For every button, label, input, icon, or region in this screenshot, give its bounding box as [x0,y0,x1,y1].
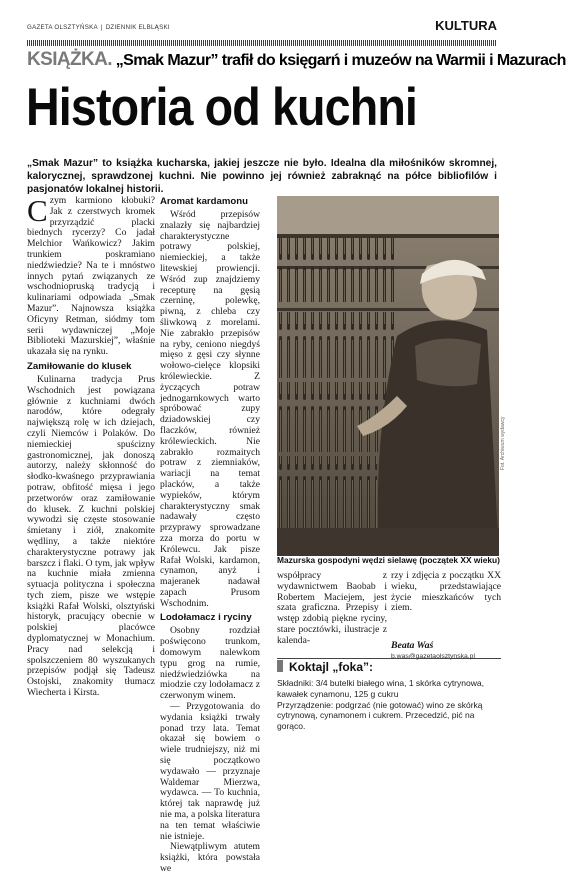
photo-credit: Fot. Archiwum wydawcy [500,416,506,470]
article-photo [277,196,499,556]
kicker-text: „Smak Mazur” trafił do księgarń i muzeów na Warmii i Mazurach [115,52,566,69]
headline: Historia od kuchni [26,78,418,137]
author-email: b.was@gazetaolsztynska.pl [391,653,475,660]
header-separator: | [100,24,103,31]
article-column-3: współpracy z wydawnictwem Baobab i Robertem Maciejem, jest szata graficzna. Przepisy i wstęp zdobią piękne ryciny, stare pocztówki, ilustracje z kalenda- [277,570,387,646]
recipe-preparation: Przyrządzenie: podgrzać (nie gotować) wino ze skórką cytrynową, cynamonem i cukrem. Przecedzić, pić na gorąco. [277,699,483,732]
body-paragraph: Osobny rozdział poświęcono trunkom, domowym nalewkom typu grog na rumie, niedźwiedziówka na miodzie czy lodołamacz z czerwonym winem. [160,625,260,702]
kicker-line [27,49,566,71]
photo-caption: Mazurska gospodyni wędzi sielawę (początek XX wieku) [277,555,500,565]
article-column-2 [160,196,260,875]
page-header [27,14,497,48]
subhead-kardamon: Aromat kardamonu [160,196,248,207]
subhead-lodolamacz: Lodołamacz i ryciny [160,612,252,624]
box-marker-icon [277,660,283,672]
recipe-box-title [277,658,501,675]
byline [391,640,501,660]
kicker-label: KSIĄŻKA. [27,49,112,70]
edition-name: DZIENNIK ELBLĄSKI [105,24,170,31]
intro-text: zym karmiono kłobuki? Jak z czerstwych kromek przyrządzić placki biednych rycerzy? Co jadał Melchior Wańkowicz? Jakim trunkiem poskramiano niedźwiedzie? Na te i mnóstwo innych pytań związanych ze wschodniopruską tradycją i kulinariami odpowiada „Smak Mazur”. Najnowsza książka Oficyny Retman, siódmy tom serii wydawniczej „Moje Biblioteki Mazurskiej”, właśnie ukazała się na rynku. [27,195,155,358]
recipe-title-text: Koktajl „foka”: [289,660,374,674]
article-column-4: rzy i zdjęcia z początku XX wieku, przedstawiające życie mieszkańców tych ziem. [391,570,501,614]
recipe-box-body [277,678,501,732]
author-name: Beata Waś [391,640,434,651]
section-label: KULTURA [428,16,497,36]
body-paragraph: Wśród przepisów znalazły się najbardziej charakterystyczne potrawy polskiej, niemieckiej, a także litewskiej prowiencji. Wśród zup znajdziemy recepturę na gęsią czerninę, polewkę, piwną, z chleba czy śliwkową z morelami. Nie zabrakło przepisów na ryby, ceniono niegdyś mięso z gęsi czy słynne wołowo-cielęce klopsiki królewieckie. Z życzących potraw jednogarnkowych warto spróbować zupy dziadowskiej czy flaczków, również królewieckich. Nie zabrakło rozmaitych potraw z ziemniaków, wariacji na temat placków, a także wypieków, którym charakterystyczny smak nadawały często przyprawy sprowadzane zza morza do portu w Królewcu. Jak pisze Rafał Wolski, kardamon, cynamon, anyż i majeranek nadawał zapach Prusom Wschodnim. [160,209,260,609]
quote-paragraph: — Przygotowania do wydania książki trwały ponad trzy lata. Temat okazał się bowiem o wiele trudniejszy, niż mi się początkowo wydawało — przyznaje Waldemar Mierzwa, wydawca. — To kuchnia, której tak naprawdę już nie ma, a polska literatura na ten temat właściwie nie istnieje. [160,701,260,842]
body-paragraph: Kulinarna tradycja Prus Wschodnich jest powiązana głównie z kuchniami dwóch narodów, które odegrały największą rolę w ich dziejach, czyli Niemców i Polaków. Do niemieckiej spuścizny gastronomicznej, jak donoszą autorzy, należy skłonność do słodko-kwaśnego przyprawiania potraw, obfitość mięsa i jego przetworów oraz zamiłowanie do klusek. Z kuchni polskiej wywodzi się częste stosowanie śmietany i ziół, znakomite wędliny, a także niektóre charakterystyczne potrawy jak barszcz i flaki. O tym, jak wpływ na kuchnie miała zmienna sytuacja polityczna i społeczna tych ziem, pisze we wstępie książki Rafał Wolski, olsztyński historyk, pracujący obecnie w polskiej placówce dyplomatycznej w Monachium. Pracy nad selekcją i spolszczeniem 80 wyszukanych przepisów podjął się Tadeusz Ostojski, znakomity tłumacz Wiecherta i Kirsta. [27,373,155,699]
smoking-fish-photo [277,196,499,556]
intro-paragraph [27,193,155,358]
lead-paragraph: „Smak Mazur” to książka kucharska, jakiej jeszcze nie było. Idealna dla miłośników skromnej, kalorycznej, sprawdzonej kuchni. Nie powinno jej również zabraknąć na półce bibliofilów i pasjonatów lokalnej historii. [27,158,497,195]
subhead-klusek: Zamiłowanie do klusek [27,360,132,372]
publication-line [27,24,170,31]
publication-name: GAZETA OLSZTYŃSKA [27,24,98,31]
body-paragraph: Niewątpliwym atutem książki, która powstała we [160,841,260,875]
header-rule [27,40,497,46]
article-column-1 [27,193,155,722]
recipe-ingredients: Składniki: 3/4 butelki białego wina, 1 skórka cytrynowa, kawałek cynamonu, 125 g cukru [277,678,484,699]
drop-cap: C [27,193,48,228]
